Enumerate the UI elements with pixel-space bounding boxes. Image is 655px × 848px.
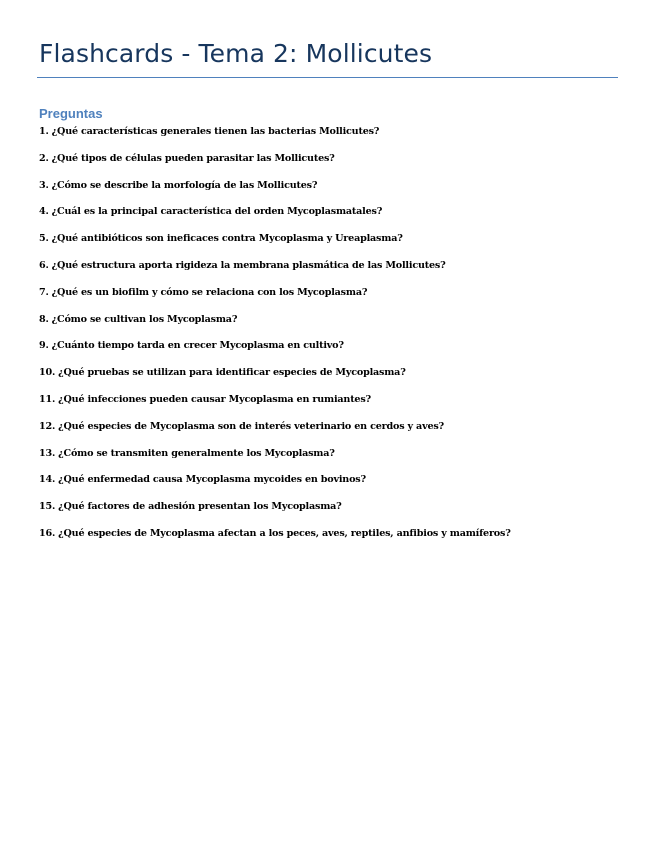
question-item	[39, 500, 629, 527]
question-text: ¿Cómo se transmiten generalmente los Mycoplasma?	[58, 447, 335, 459]
question-text: ¿Cómo se cultivan los Mycoplasma?	[51, 313, 238, 325]
question-item	[39, 393, 629, 420]
question-item	[39, 447, 629, 474]
question-text: ¿Cómo se describe la morfología de las Mollicutes?	[51, 179, 318, 191]
question-number: 1.	[39, 126, 49, 137]
question-item	[39, 286, 629, 313]
question-number: 12.	[39, 420, 56, 432]
question-item	[39, 420, 629, 447]
question-text: ¿Qué características generales tienen las bacterias Mollicutes?	[51, 126, 380, 137]
page-title: Flashcards - Tema 2: Mollicutes	[39, 39, 433, 68]
question-number: 11.	[39, 393, 56, 405]
question-item	[39, 259, 629, 286]
question-item	[39, 313, 629, 340]
question-text: ¿Qué especies de Mycoplasma son de interés veterinario en cerdos y aves?	[58, 420, 444, 432]
question-item	[39, 152, 629, 179]
question-number: 14.	[39, 474, 56, 486]
question-number: 15.	[39, 501, 56, 513]
question-text: ¿Cuál es la principal característica del orden Mycoplasmatales?	[51, 206, 383, 218]
question-text: ¿Qué especies de Mycoplasma afectan a los peces, aves, reptiles, anfibios y mamíferos?	[58, 527, 511, 539]
question-text: ¿Qué factores de adhesión presentan los Mycoplasma?	[58, 501, 342, 513]
question-item	[39, 473, 629, 500]
question-number: 7.	[39, 286, 49, 298]
question-text: ¿Qué enfermedad causa Mycoplasma mycoides en bovinos?	[58, 474, 366, 486]
question-number: 13.	[39, 447, 56, 459]
question-number: 2.	[39, 152, 49, 164]
question-number: 5.	[39, 233, 49, 245]
question-item	[39, 366, 629, 393]
title-divider	[37, 77, 618, 78]
section-heading-preguntas: Preguntas	[39, 106, 103, 121]
question-item	[39, 527, 629, 554]
question-text: ¿Qué antibióticos son ineficaces contra Mycoplasma y Ureaplasma?	[51, 233, 403, 245]
question-number: 10.	[39, 367, 56, 379]
question-item	[39, 232, 629, 259]
question-number: 6.	[39, 259, 49, 271]
question-item	[39, 125, 629, 152]
question-text: ¿Qué pruebas se utilizan para identificar especies de Mycoplasma?	[58, 367, 406, 379]
question-number: 8.	[39, 313, 49, 325]
question-item	[39, 205, 629, 232]
question-number: 9.	[39, 340, 49, 352]
question-item	[39, 179, 629, 206]
question-number: 16.	[39, 527, 56, 539]
question-number: 4.	[39, 206, 49, 218]
question-text: ¿Qué es un biofilm y cómo se relaciona con los Mycoplasma?	[51, 286, 368, 298]
question-item	[39, 339, 629, 366]
question-text: ¿Cuánto tiempo tarda en crecer Mycoplasma en cultivo?	[51, 340, 344, 352]
question-text: ¿Qué infecciones pueden causar Mycoplasma en rumiantes?	[58, 393, 371, 405]
question-text: ¿Qué estructura aporta rigideza la membrana plasmática de las Mollicutes?	[51, 259, 446, 271]
question-list	[39, 125, 629, 554]
question-number: 3.	[39, 179, 49, 191]
question-text: ¿Qué tipos de células pueden parasitar las Mollicutes?	[51, 152, 335, 164]
